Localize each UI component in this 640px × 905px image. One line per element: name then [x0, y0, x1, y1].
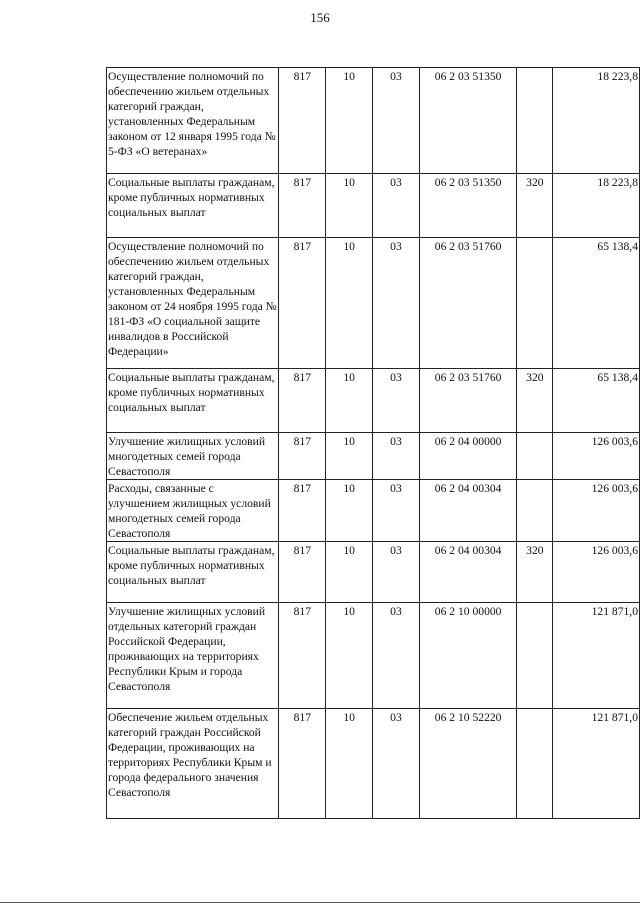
table-row	[107, 238, 640, 369]
target-article-cell: 06 2 03 51760	[419, 238, 517, 369]
item-name-cell: Обеспечение жильем отдельных категорий граждан Российской Федерации, проживающих на территориях Республики Крым и города федерального значения Севастополя	[107, 709, 279, 819]
section-code-cell: 10	[326, 68, 373, 174]
ministry-code-cell: 817	[279, 369, 326, 433]
item-name-cell: Улучшение жилищных условий отдельных категорий граждан Российской Федерации, проживающих на территориях Республики Крым и города Севастополя	[107, 603, 279, 709]
expense-type-cell: 320	[517, 174, 553, 238]
subsection-code-cell: 03	[373, 542, 420, 603]
target-article-cell: 06 2 04 00304	[419, 542, 517, 603]
item-name-cell: Социальные выплаты гражданам, кроме публичных нормативных социальных выплат	[107, 369, 279, 433]
subsection-code-cell: 03	[373, 433, 420, 480]
table-row	[107, 603, 640, 709]
amount-cell: 65 138,4	[553, 238, 640, 369]
amount-cell: 65 138,4	[553, 369, 640, 433]
expense-type-cell	[517, 433, 553, 480]
table-row	[107, 369, 640, 433]
table-row	[107, 433, 640, 480]
section-code-cell: 10	[326, 174, 373, 238]
expense-type-cell	[517, 709, 553, 819]
subsection-code-cell: 03	[373, 709, 420, 819]
expense-type-cell: 320	[517, 369, 553, 433]
amount-cell: 121 871,0	[553, 709, 640, 819]
section-code-cell: 10	[326, 369, 373, 433]
expense-type-cell: 320	[517, 542, 553, 603]
page-number: 156	[310, 10, 330, 25]
budget-table	[106, 67, 640, 819]
ministry-code-cell: 817	[279, 709, 326, 819]
target-article-cell: 06 2 04 00000	[419, 433, 517, 480]
subsection-code-cell: 03	[373, 480, 420, 542]
subsection-code-cell: 03	[373, 238, 420, 369]
subsection-code-cell: 03	[373, 603, 420, 709]
table-row	[107, 709, 640, 819]
table-row	[107, 542, 640, 603]
ministry-code-cell: 817	[279, 68, 326, 174]
expense-type-cell	[517, 480, 553, 542]
amount-cell: 126 003,6	[553, 480, 640, 542]
section-code-cell: 10	[326, 709, 373, 819]
target-article-cell: 06 2 04 00304	[419, 480, 517, 542]
table-row	[107, 174, 640, 238]
amount-cell: 18 223,8	[553, 174, 640, 238]
ministry-code-cell: 817	[279, 433, 326, 480]
table-row	[107, 68, 640, 174]
target-article-cell: 06 2 03 51350	[419, 68, 517, 174]
item-name-cell: Осуществление полномочий по обеспечению жильем отдельных категорий граждан, установленных Федеральным законом от 24 ноября 1995 года № 181-ФЗ «О социальной защите инвалидов в Российской Федерации»	[107, 238, 279, 369]
section-code-cell: 10	[326, 433, 373, 480]
amount-cell: 121 871,0	[553, 603, 640, 709]
target-article-cell: 06 2 03 51350	[419, 174, 517, 238]
subsection-code-cell: 03	[373, 369, 420, 433]
section-code-cell: 10	[326, 542, 373, 603]
target-article-cell: 06 2 10 00000	[419, 603, 517, 709]
item-name-cell: Улучшение жилищных условий многодетных семей города Севастополя	[107, 433, 279, 480]
section-code-cell: 10	[326, 480, 373, 542]
amount-cell: 126 003,6	[553, 433, 640, 480]
item-name-cell: Осуществление полномочий по обеспечению жильем отдельных категорий граждан, установленных Федеральным законом от 12 января 1995 года № 5-ФЗ «О ветеранах»	[107, 68, 279, 174]
target-article-cell: 06 2 10 52220	[419, 709, 517, 819]
ministry-code-cell: 817	[279, 542, 326, 603]
subsection-code-cell: 03	[373, 68, 420, 174]
expense-type-cell	[517, 238, 553, 369]
page-bottom-edge	[0, 902, 640, 903]
amount-cell: 126 003,6	[553, 542, 640, 603]
section-code-cell: 10	[326, 238, 373, 369]
item-name-cell: Социальные выплаты гражданам, кроме публичных нормативных социальных выплат	[107, 542, 279, 603]
table-row	[107, 480, 640, 542]
ministry-code-cell: 817	[279, 238, 326, 369]
item-name-cell: Социальные выплаты гражданам, кроме публичных нормативных социальных выплат	[107, 174, 279, 238]
subsection-code-cell: 03	[373, 174, 420, 238]
expense-type-cell	[517, 68, 553, 174]
ministry-code-cell: 817	[279, 174, 326, 238]
section-code-cell: 10	[326, 603, 373, 709]
ministry-code-cell: 817	[279, 603, 326, 709]
expense-type-cell	[517, 603, 553, 709]
ministry-code-cell: 817	[279, 480, 326, 542]
item-name-cell: Расходы, связанные с улучшением жилищных условий многодетных семей города Севастополя	[107, 480, 279, 542]
amount-cell: 18 223,8	[553, 68, 640, 174]
target-article-cell: 06 2 03 51760	[419, 369, 517, 433]
